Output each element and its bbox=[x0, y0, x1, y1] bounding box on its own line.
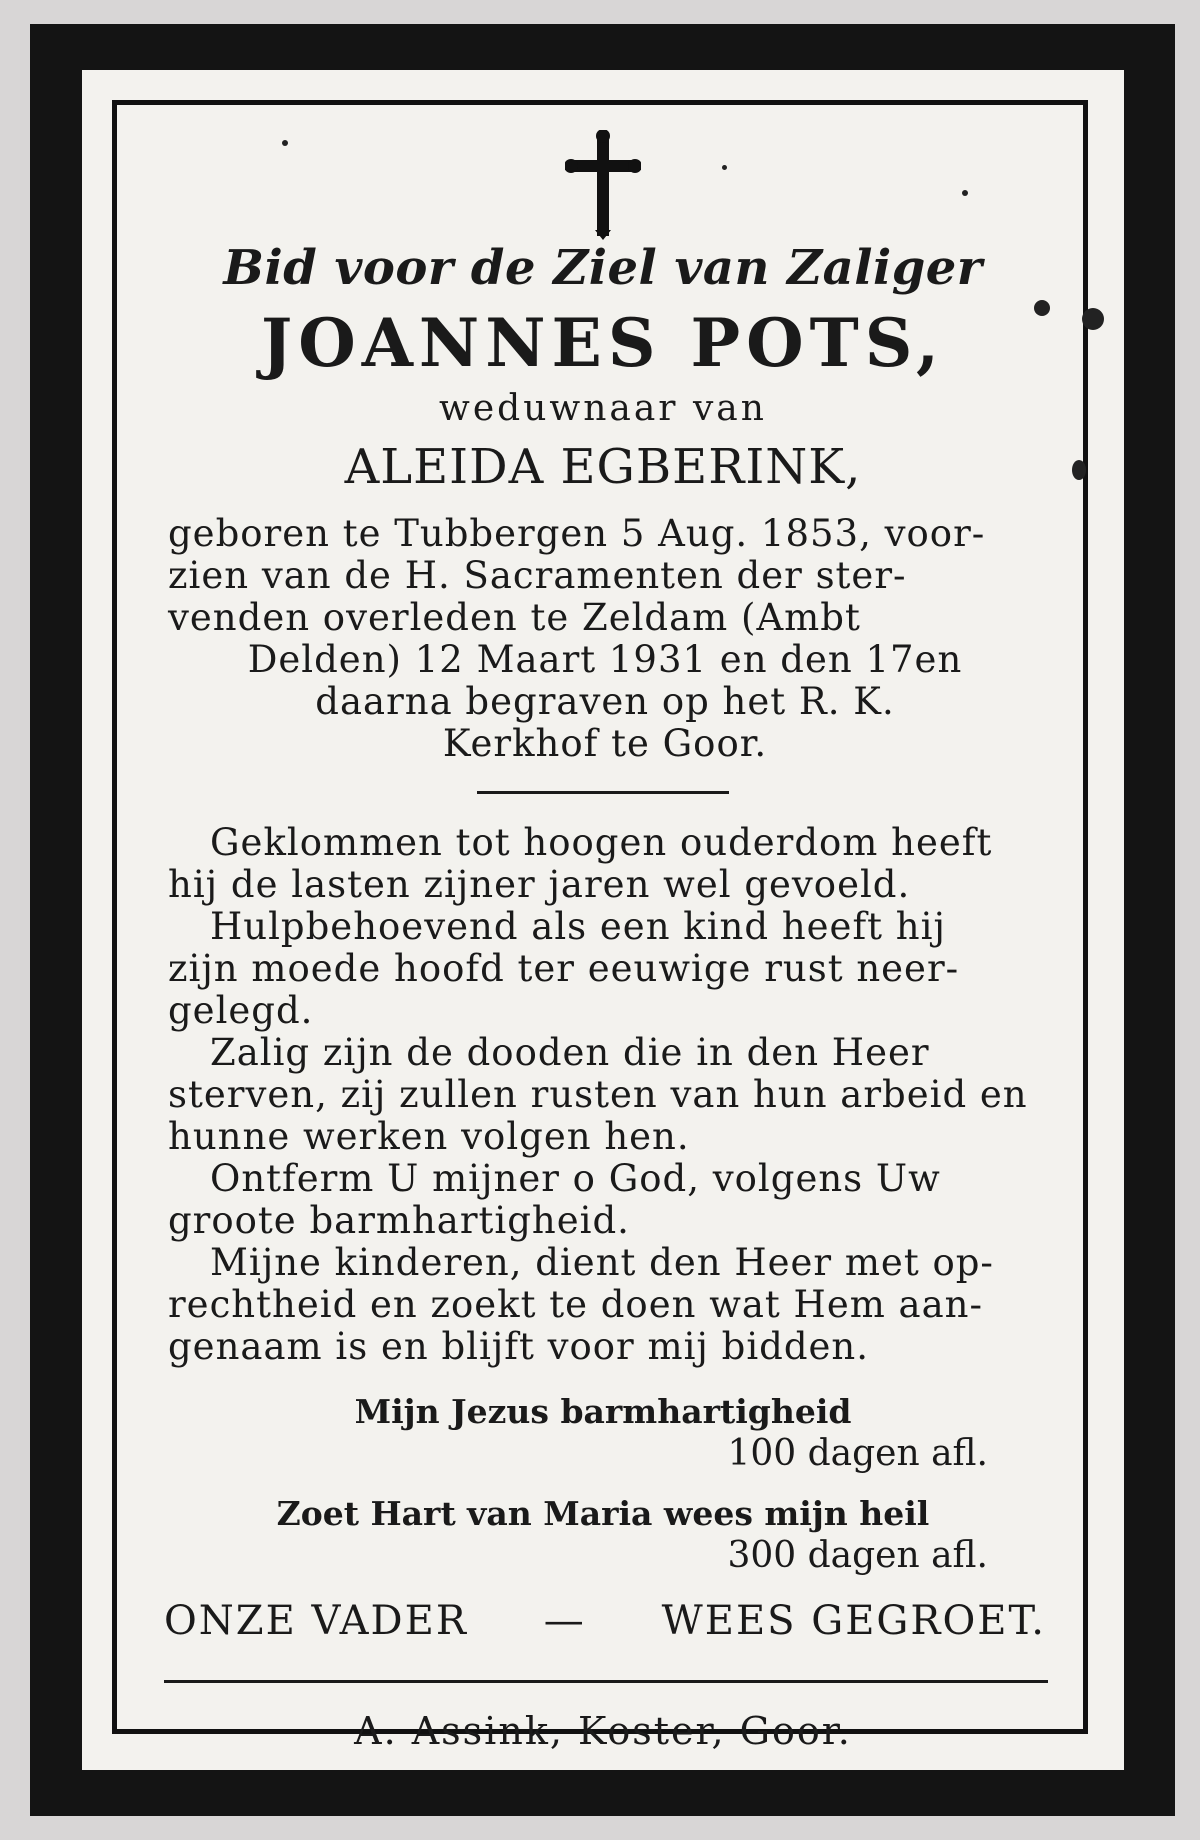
verse-line: genaam is en blijft voor mij bidden. bbox=[168, 1325, 870, 1368]
ink-speck bbox=[1072, 460, 1086, 480]
closing-wees-gegroet: WEES GEGROET. bbox=[661, 1598, 1046, 1644]
card-paper bbox=[82, 70, 1124, 1770]
verses bbox=[128, 822, 1078, 1368]
intro-text: Bid voor de Ziel van Zaliger bbox=[223, 240, 983, 296]
card-content bbox=[128, 110, 1078, 1753]
ink-speck bbox=[282, 140, 288, 146]
divider-short bbox=[477, 791, 729, 794]
prayer-maria: Zoet Hart van Maria wees mijn heil bbox=[276, 1494, 930, 1533]
verse-line: Hulpbehoevend als een kind heeft hij bbox=[210, 905, 946, 948]
verse-line: Geklommen tot hoogen ouderdom heeft bbox=[210, 821, 993, 864]
ink-speck bbox=[722, 165, 727, 170]
closing-prayers bbox=[128, 1598, 1078, 1644]
biography bbox=[128, 513, 1078, 765]
indulgence-300: 300 dagen afl. bbox=[727, 1535, 988, 1576]
verse-line: gelegd. bbox=[168, 989, 314, 1032]
indulgence-100: 100 dagen afl. bbox=[727, 1433, 988, 1474]
spouse-name: ALEIDA EGBERINK, bbox=[344, 439, 862, 495]
verse-line: rechtheid en zoekt te doen wat Hem aan- bbox=[168, 1283, 984, 1326]
verse-line: groote barmhartigheid. bbox=[168, 1199, 630, 1242]
verse-line: zijn moede hoofd ter eeuwige rust neer- bbox=[168, 947, 960, 990]
verse-line: sterven, zij zullen rusten van hun arbeid en bbox=[168, 1073, 1028, 1116]
deceased-name: JOANNES POTS, bbox=[260, 304, 946, 382]
ink-speck bbox=[962, 190, 968, 196]
cross-header bbox=[128, 110, 1078, 240]
bio-line: zien van de H. Sacramenten der ster- bbox=[168, 554, 907, 597]
bio-line: venden overleden te Zeldam (Ambt bbox=[168, 596, 861, 639]
verse-line: hunne werken volgen hen. bbox=[168, 1115, 690, 1158]
widower-text: weduwnaar van bbox=[439, 388, 767, 429]
verse-line: Mijne kinderen, dient den Heer met op- bbox=[210, 1241, 994, 1284]
verse-line: Zalig zijn de dooden die in den Heer bbox=[210, 1031, 930, 1074]
closing-dash: — bbox=[543, 1598, 586, 1644]
closing-onze-vader: ONZE VADER bbox=[164, 1598, 468, 1644]
bio-line: Kerkhof te Goor. bbox=[442, 722, 768, 765]
verse-line: Ontferm U mijner o God, volgens Uw bbox=[210, 1157, 941, 1200]
ink-speck bbox=[1034, 300, 1050, 316]
printer-credit: A. Assink, Koster, Goor. bbox=[354, 1709, 852, 1753]
bio-line: daarna begraven op het R. K. bbox=[315, 680, 895, 723]
memorial-card bbox=[30, 24, 1175, 1816]
verse-line: hij de lasten zijner jaren wel gevoeld. bbox=[168, 863, 911, 906]
bio-line: Delden) 12 Maart 1931 en den 17en bbox=[247, 638, 963, 681]
divider-long bbox=[164, 1680, 1048, 1683]
cross-icon bbox=[565, 130, 641, 240]
prayer-jezus: Mijn Jezus barmhartigheid bbox=[354, 1392, 852, 1431]
bio-line: geboren te Tubbergen 5 Aug. 1853, voor- bbox=[168, 512, 986, 555]
ink-speck bbox=[1082, 308, 1104, 330]
